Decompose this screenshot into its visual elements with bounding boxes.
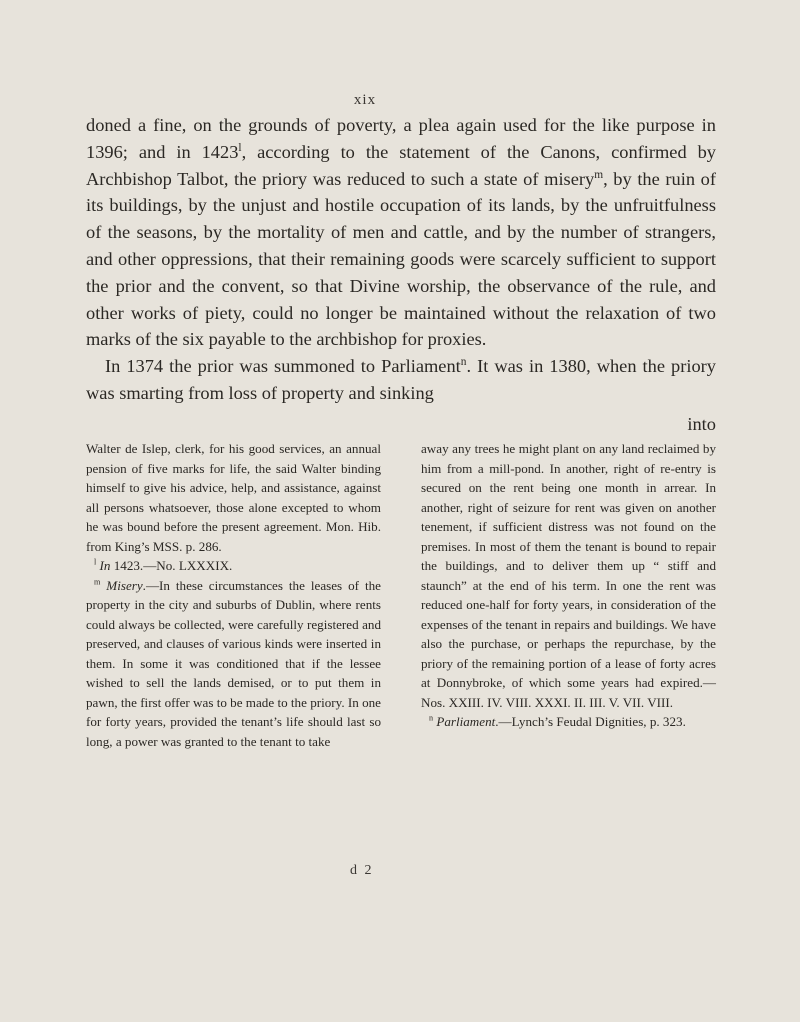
footnote-n bbox=[421, 712, 716, 732]
page-number: xix bbox=[353, 92, 377, 108]
paragraph-1-part-c: , by the ruin of its buildings, by the unjust and hostile occupation of its lands, by the unfruitfulness of the seasons, by the mortality of men and cattle, and by the number of strangers, and other oppressions, that their remaining goods were scarcely sufficient to support the prior and the convent, so that Divine worship, the observance of the rule, and other works of piety, could no longer be maintained without the relaxation of two marks of the six payable to the archbishop for proxies. bbox=[86, 168, 716, 350]
footnote-l-title: In bbox=[99, 558, 111, 573]
footnote-m-title: Misery bbox=[106, 577, 143, 593]
footnote-continuation: Walter de Islep, clerk, for his good services, an annual pension of five marks for life, the said Walter binding himself to give his advice, help, and assistance, against all persons whatsoever, those alone excepted to whom he was bound before the present agreement. Mon. Hib. from King’s MSS. p. 286. bbox=[86, 441, 381, 554]
footnote-ref-n: n bbox=[460, 356, 467, 369]
footnote-mark-m: m bbox=[94, 577, 101, 587]
footnote-ref-m: m bbox=[594, 168, 604, 181]
paragraph-1-part-a: doned a fine, on the grounds of poverty, a plea again used for the like purpose in 1396; and in 1423 bbox=[86, 115, 716, 162]
paragraph-2-part-a: In 1374 the prior was summoned to Parliament bbox=[105, 356, 461, 377]
footnote-mark-l: l bbox=[94, 557, 97, 567]
footnote-l-text: 1423.—No. LXXXIX. bbox=[110, 558, 233, 573]
footnote-m-continuation: away any trees he might plant on any land reclaimed by him from a mill-pond. In another, right of re-entry is secured on the rent being one month in arrear. In another, right of seizure for rent was given on another tenement, if sufficient distress was not found on the premises. In most of them the tenant is bound to repair the buildings, and to deliver them up “ stiff and staunch” at the end of his term. In one the rent was reduced one-half for forty years, in consideration of the expenses of the tenant in repairs and buildings. We have also the purchase, or perhaps the repurchase, by the priory of the remaining portion of a lease of forty acres at Donnybroke, of which some years had expired.—Nos. XXIII. IV. VIII. XXXI. II. III. V. VII. VIII. bbox=[421, 441, 716, 710]
catchword: into bbox=[687, 414, 716, 434]
footnotes-right-column bbox=[421, 439, 716, 751]
footnote-l bbox=[86, 556, 381, 576]
footnote-n-text: .—Lynch’s Feudal Dignities, p. 323. bbox=[495, 714, 686, 729]
paragraph-2 bbox=[86, 353, 716, 407]
footnotes bbox=[86, 439, 716, 751]
paragraph-1 bbox=[86, 112, 716, 353]
main-text bbox=[86, 112, 716, 407]
footnote-mark-n: n bbox=[429, 713, 434, 723]
paragraph-2-part-b: . It was in 1380, when the priory was smarting from loss of property and sinking bbox=[86, 356, 716, 403]
footnote-n-title: Parliament bbox=[436, 714, 496, 729]
footnote-m-text: .—In these circumstances the leases of the property in the city and suburbs of Dublin, where rents could always be collected, were carefully registered and preserved, and clauses of various kinds were inserted in them. In some it was conditioned that if the lessee wished to sell the lands demised, or to put them in pawn, the first offer was to be made to the priory. In one for forty years, provided the tenant’s life should last so long, a power was granted to the tenant to take bbox=[86, 577, 381, 749]
paragraph-1-part-b: , according to the statement of the Canons, confirmed by Archbishop Talbot, the priory was reduced to such a state of misery bbox=[86, 141, 716, 189]
footnote-ref-l: l bbox=[238, 141, 242, 154]
signature-mark: d 2 bbox=[350, 863, 374, 878]
footnote-m bbox=[86, 576, 381, 752]
footnotes-left-column bbox=[86, 439, 381, 751]
